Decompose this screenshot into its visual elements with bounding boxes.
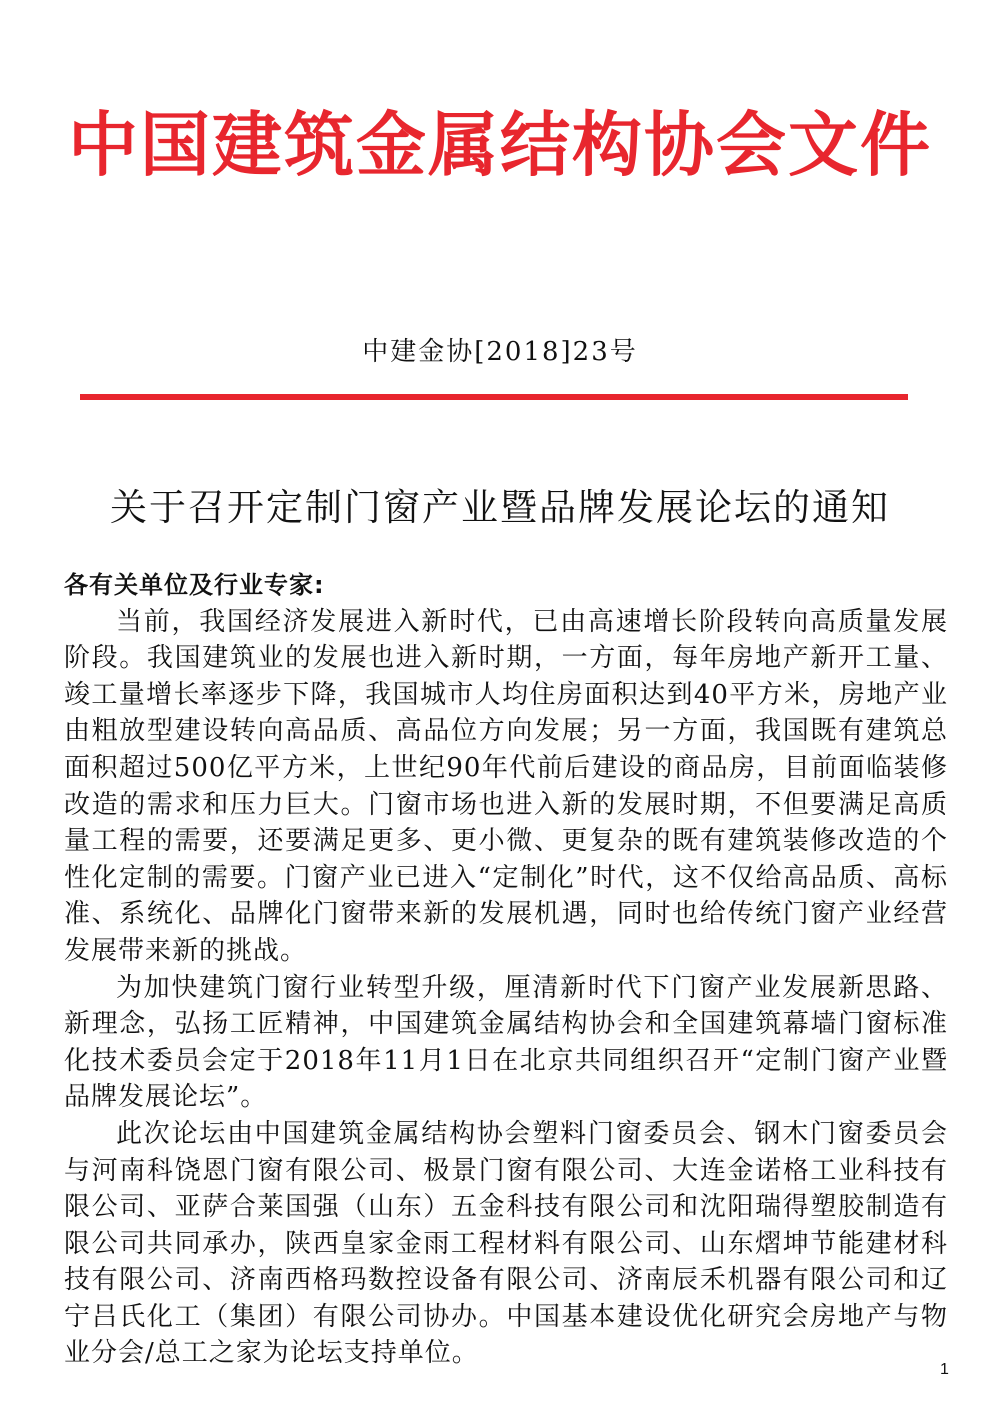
salutation: 各有关单位及行业专家: <box>64 571 325 599</box>
issuer-title: 中国建筑金属结构协会文件 <box>68 104 932 186</box>
page-number: 1 <box>940 1361 949 1378</box>
red-divider-line <box>80 394 908 400</box>
paragraph-purpose: 为加快建筑门窗行业转型升级，厘清新时代下门窗产业发展新思路、新理念，弘扬工匠精神，中国建筑金属结构协会和全国建筑幕墙门窗标准化技术委员会定于2018年11月1日在北京共同组织召开“定制门窗产业暨品牌发展论坛”。 <box>64 972 948 1113</box>
notice-body <box>64 567 948 1372</box>
paragraph-background: 当前，我国经济发展进入新时代，已由高速增长阶段转向高质量发展阶段。我国建筑业的发展也进入新时期，一方面，每年房地产新开工量、竣工量增长率逐步下降，我国城市人均住房面积达到40平方米，房地产业由粗放型建设转向高品质、高品位方向发展；另一方面，我国既有建筑总面积超过500亿平方米，上世纪90年代前后建设的商品房，目前面临装修改造的需求和压力巨大。门窗市场也进入新的发展时期，不但要满足高质量工程的需要，还要满足更多、更小微、更复杂的既有建筑装修改造的个性化定制的需要。门窗产业已进入“定制化”时代，这不仅给高品质、高标准、系统化、品牌化门窗带来新的发展机遇，同时也给传统门窗产业经营发展带来新的挑战。 <box>64 606 948 966</box>
paragraph-organizers: 此次论坛由中国建筑金属结构协会塑料门窗委员会、钢木门窗委员会与河南科饶恩门窗有限公司、极景门窗有限公司、大连金诺格工业科技有限公司、亚萨合莱国强（山东）五金科技有限公司和沈阳瑞得塑胶制造有限公司共同承办，陕西皇家金雨工程材料有限公司、山东熠坤节能建材科技有限公司、济南西格玛数控设备有限公司、济南辰禾机器有限公司和辽宁吕氏化工（集团）有限公司协办。中国基本建设优化研究会房地产与物业分会/总工之家为论坛支持单位。 <box>64 1118 948 1369</box>
notice-title: 关于召开定制门窗产业暨品牌发展论坛的通知 <box>110 486 890 529</box>
document-number: 中建金协[2018]23号 <box>362 337 638 367</box>
